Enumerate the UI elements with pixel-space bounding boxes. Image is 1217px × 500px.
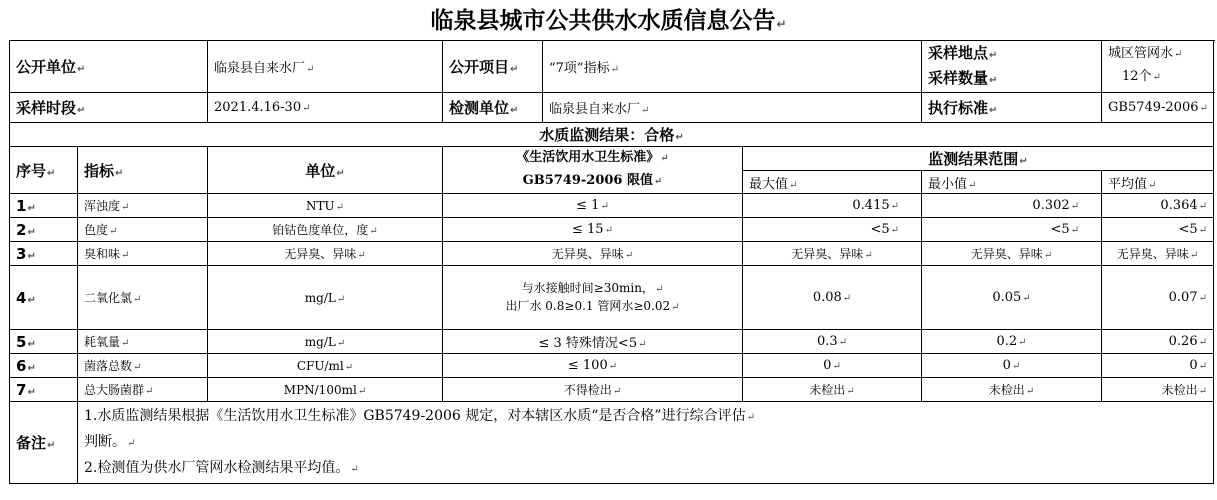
row-indicator: 臭和味↵	[78, 242, 208, 266]
row-indicator: 浑浊度↵	[78, 194, 208, 218]
standard-value-cell: GB5749-2006↵	[1102, 93, 1214, 123]
row-min: <5↵	[922, 218, 1102, 242]
items-label-cell: 公开项目↵	[443, 41, 543, 93]
remarks-row	[10, 402, 1214, 484]
remarks-content: 1.水质监测结果根据《生活饮用水卫生标准》GB5749-2006 规定，对本辖区水质“是否合格”进行综合评估↵ 判断。↵ 2.检测值为供水厂管网水检测结果平均值。↵	[78, 402, 1214, 484]
location-count-value-cell: 城区管网水↵ 12个↵	[1102, 41, 1214, 93]
time-label-cell: 采样时段↵	[10, 93, 208, 123]
water-quality-table	[9, 40, 1214, 484]
header-indicator: 指标↵	[78, 147, 208, 194]
row-avg: 无异臭、异味↵	[1102, 242, 1214, 266]
row-limit: 无异臭、异味↵	[443, 242, 743, 266]
header-min: 最小值↵	[922, 171, 1102, 194]
row-indicator: 菌落总数↵	[78, 354, 208, 378]
row-indicator: 总大肠菌群↵	[78, 378, 208, 402]
items-value-cell: “7项”指标↵	[543, 41, 922, 93]
row-limit: ≤ 3 特殊情况<5↵	[443, 330, 743, 354]
remarks-label: 备注↵	[10, 402, 78, 484]
row-unit: mg/L↵	[208, 266, 443, 330]
row-indicator: 耗氧量↵	[78, 330, 208, 354]
row-unit: 无异臭、异味↵	[208, 242, 443, 266]
header-avg: 平均值↵	[1102, 171, 1214, 194]
inspector-value-cell: 临泉县自来水厂↵	[543, 93, 922, 123]
row-min: 0↵	[922, 354, 1102, 378]
header-no: 序号↵	[10, 147, 78, 194]
row-min: 0.2↵	[922, 330, 1102, 354]
row-max: 0.08↵	[743, 266, 922, 330]
row-unit: 铂钴色度单位，度↵	[208, 218, 443, 242]
table-row	[10, 194, 1214, 218]
row-min: 0.05↵	[922, 266, 1102, 330]
table-row	[10, 378, 1214, 402]
row-avg: 0.07↵	[1102, 266, 1214, 330]
standard-label-cell: 执行标准↵	[922, 93, 1102, 123]
info-row-2	[10, 93, 1214, 123]
result-line: 水质监测结果：合格↵	[10, 123, 1214, 147]
header-standard: 《生活饮用水卫生标准》↵ GB5749-2006 限值↵	[443, 147, 743, 194]
row-limit: 与水接触时间≥30min，↵ 出厂水 0.8≥0.1 管网水≥0.02↵	[443, 266, 743, 330]
row-limit: ≤ 15↵	[443, 218, 743, 242]
row-unit: CFU/ml↵	[208, 354, 443, 378]
table-row	[10, 242, 1214, 266]
page-title	[0, 4, 1217, 38]
table-row	[10, 218, 1214, 242]
header-range: 监测结果范围↵	[743, 147, 1214, 171]
row-no: 6↵	[10, 354, 78, 378]
publisher-value-cell: 临泉县自来水厂↵	[208, 41, 443, 93]
row-max: 0.415↵	[743, 194, 922, 218]
table-row	[10, 354, 1214, 378]
row-unit: mg/L↵	[208, 330, 443, 354]
row-max: <5↵	[743, 218, 922, 242]
row-max: 0↵	[743, 354, 922, 378]
header-unit: 单位↵	[208, 147, 443, 194]
row-no: 5↵	[10, 330, 78, 354]
row-unit: MPN/100ml↵	[208, 378, 443, 402]
row-no: 4↵	[10, 266, 78, 330]
row-limit: 不得检出↵	[443, 378, 743, 402]
row-avg: 0↵	[1102, 354, 1214, 378]
row-no: 7↵	[10, 378, 78, 402]
paragraph-mark: ↵	[776, 17, 787, 31]
time-value-cell: 2021.4.16-30↵	[208, 93, 443, 123]
location-count-label-cell: 采样地点↵ 采样数量↵	[922, 41, 1102, 93]
row-min: 未检出↵	[922, 378, 1102, 402]
table-row	[10, 330, 1214, 354]
row-unit: NTU↵	[208, 194, 443, 218]
row-avg: 0.364↵	[1102, 194, 1214, 218]
row-min: 0.302↵	[922, 194, 1102, 218]
row-min: 无异臭、异味↵	[922, 242, 1102, 266]
row-indicator: 色度↵	[78, 218, 208, 242]
header-max: 最大值↵	[743, 171, 922, 194]
publisher-label-cell: 公开单位↵	[10, 41, 208, 93]
info-row-1	[10, 41, 1214, 93]
row-max: 无异臭、异味↵	[743, 242, 922, 266]
table-row	[10, 266, 1214, 330]
row-limit: ≤ 1↵	[443, 194, 743, 218]
header-row-1	[10, 147, 1214, 171]
row-no: 1↵	[10, 194, 78, 218]
result-row	[10, 123, 1214, 147]
inspector-label-cell: 检测单位↵	[443, 93, 543, 123]
row-no: 3↵	[10, 242, 78, 266]
row-avg: 0.26↵	[1102, 330, 1214, 354]
row-avg: 未检出↵	[1102, 378, 1214, 402]
row-no: 2↵	[10, 218, 78, 242]
title-text: 临泉县城市公共供水水质信息公告	[430, 8, 776, 34]
row-limit: ≤ 100↵	[443, 354, 743, 378]
row-avg: <5↵	[1102, 218, 1214, 242]
row-max: 未检出↵	[743, 378, 922, 402]
row-indicator: 二氧化氯↵	[78, 266, 208, 330]
row-max: 0.3↵	[743, 330, 922, 354]
